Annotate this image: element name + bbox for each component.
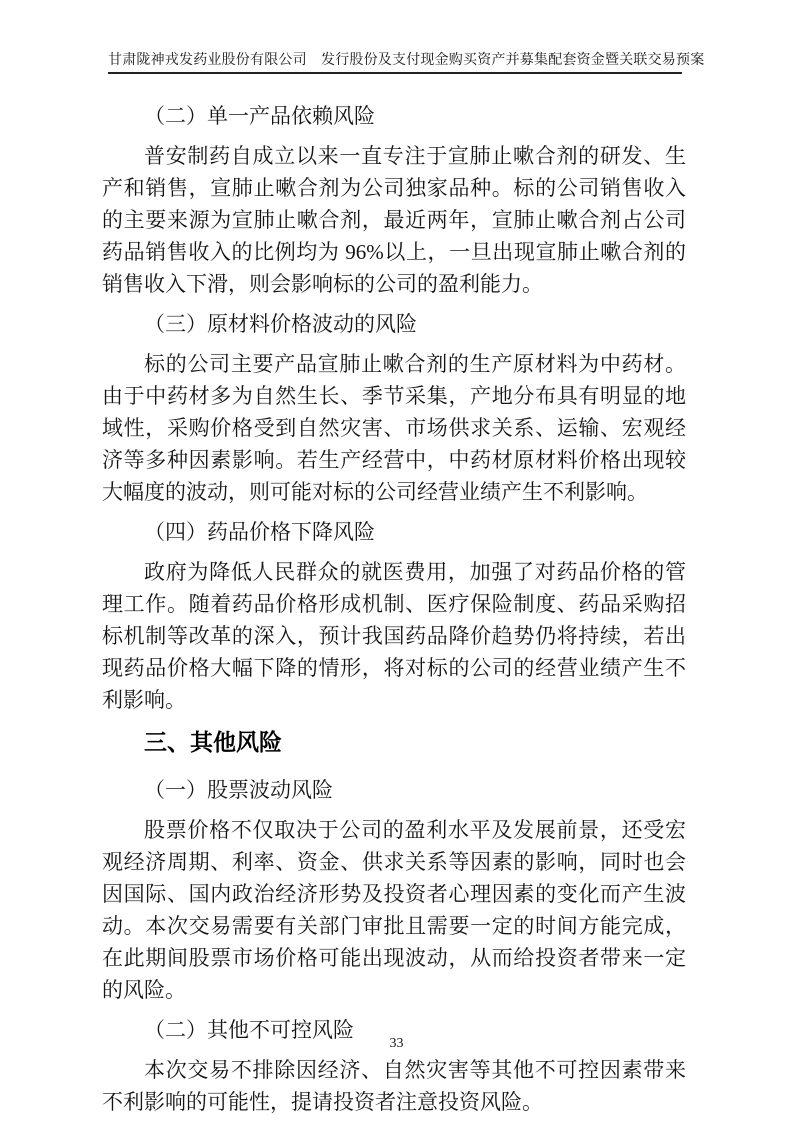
document-header: [108, 52, 705, 74]
paragraph-single-product-risk: 普安制药自成立以来一直专注于宣肺止嗽合剂的研发、生产和销售，宣肺止嗽合剂为公司独家品种。标的公司销售收入的主要来源为宣肺止嗽合剂，最近两年，宣肺止嗽合剂占公司药品销售收入的比例均为 96%以上，一旦出现宣肺止嗽合剂的销售收入下滑，则会影响标的公司的盈利能力。: [102, 144, 686, 296]
paragraph-stock-volatility-risk: 股票价格不仅取决于公司的盈利水平及发展前景，还受宏观经济周期、利率、资金、供求关系等因素的影响，同时也会因国际、国内政治经济形势及投资者心理因素的变化而产生波动。本次交易需要有关部门审批且需要一定的时间方能完成，在此期间股票市场价格可能出现波动，从而给投资者带来一定的风险。: [102, 818, 686, 1002]
paragraph-raw-material-price-risk: 标的公司主要产品宣肺止嗽合剂的生产原材料为中药材。由于中药材多为自然生长、季节采集，产地分布具有明显的地域性，采购价格受到自然灾害、市场供求关系、运输、宏观经济等多种因素影响。若生产经营中，中药材原材料价格出现较大幅度的波动，则可能对标的公司经营业绩产生不利影响。: [102, 352, 686, 504]
paragraph-uncontrollable-risk: 本次交易不排除因经济、自然灾害等其他不可控因素带来不利影响的可能性，提请投资者注意投资风险。: [102, 1058, 686, 1114]
chapter-heading-other-risks: 三、其他风险: [144, 729, 282, 755]
page-number: 33: [389, 1036, 404, 1051]
section-heading-uncontrollable-risk: （二）其他不可控风险: [144, 1018, 354, 1042]
section-heading-drug-price-decline-risk: （四）药品价格下降风险: [144, 520, 375, 544]
document-header-text: 甘肃陇神戎发药业股份有限公司 发行股份及支付现金购买资产并募集配套资金暨关联交易预案: [108, 53, 705, 68]
document-body: [102, 72, 686, 1122]
section-heading-stock-volatility-risk: （一）股票波动风险: [144, 778, 333, 802]
section-heading-raw-material-price-risk: （三）原材料价格波动的风险: [144, 312, 417, 336]
paragraph-drug-price-decline-risk: 政府为降低人民群众的就医费用，加强了对药品价格的管理工作。随着药品价格形成机制、医疗保险制度、药品采购招标机制等改革的深入，预计我国药品降价趋势仍将持续，若出现药品价格大幅下降的情形，将对标的公司的经营业绩产生不利影响。: [102, 560, 686, 712]
section-heading-single-product-risk: （二）单一产品依赖风险: [144, 104, 375, 128]
